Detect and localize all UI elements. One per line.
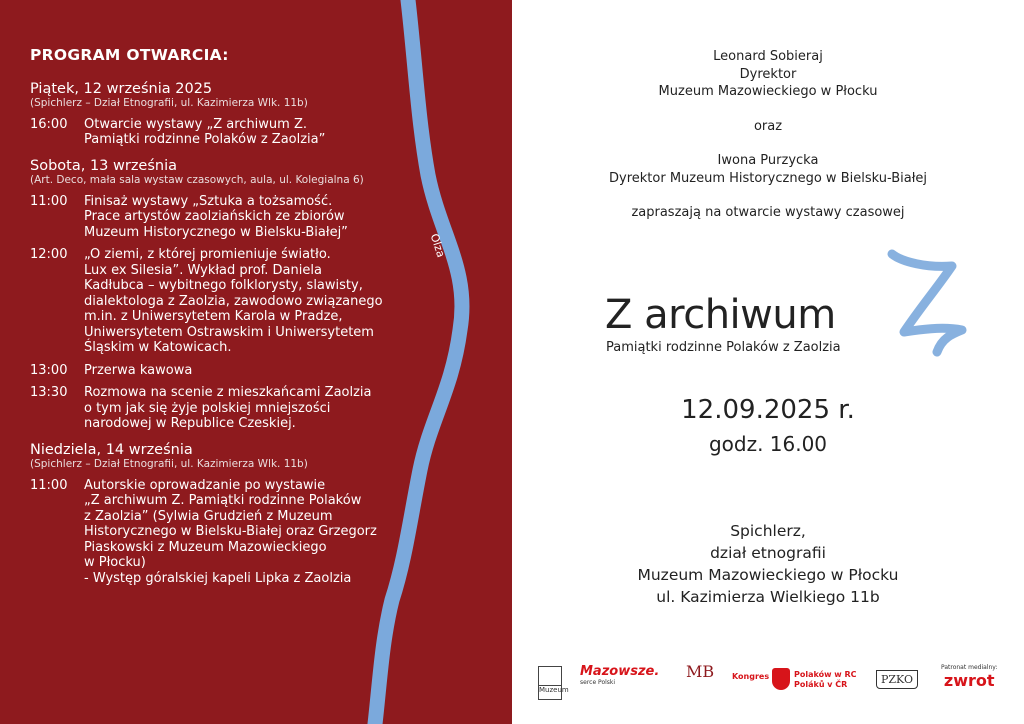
- event-row: [30, 117, 500, 148]
- conjunction: oraz: [753, 118, 783, 134]
- pzko-logo: PZKO: [876, 670, 918, 689]
- event-description: Rozmowa na scenie z mieszkańcami Zaolzia o tym jak się żyje polskiej mniejszości narodowej w Republice Czeskiej.: [84, 385, 372, 431]
- invite-text: zapraszają na otwarcie wystawy czasowej: [631, 205, 905, 220]
- cohost-name: Iwona Purzycka: [717, 153, 819, 168]
- event-row: [30, 385, 500, 432]
- event-row: [30, 194, 500, 241]
- venue-line: ul. Kazimierza Wielkiego 11b: [656, 588, 880, 606]
- venue-line: Spichlerz,: [730, 522, 806, 540]
- day-title: Niedziela, 14 września: [30, 441, 193, 458]
- host-institution: Muzeum Mazowieckiego w Płocku: [658, 84, 878, 99]
- polakow-logo: Polaków w RC Poláků v ČR: [794, 670, 857, 689]
- event-description: Przerwa kawowa: [84, 362, 193, 378]
- event-time: 11:00: [30, 477, 68, 493]
- event-row: [30, 363, 500, 379]
- host-name: Leonard Sobieraj: [713, 49, 823, 64]
- event-description: Autorskie oprowadzanie po wystawie „Z archiwum Z. Pamiątki rodzinne Polaków z Zaolzia” (Sylwia Grudzień z Muzeum Historycznego w Bielsku-Białej oraz Grzegorz Piaskowski z Muzeum Mazowieckiego w Płocku) - Występ góralskiej kapeli Lipka z Zaolzia: [84, 477, 377, 586]
- event-row: [30, 478, 500, 587]
- exhibition-subtitle: Pamiątki rodzinne Polaków z Zaolzia: [606, 340, 841, 355]
- day-location: (Spichlerz – Dział Etnografii, ul. Kazimierza Wlk. 11b): [30, 96, 308, 109]
- kongres-logo: Kongres: [732, 672, 770, 681]
- event-time: 12:00: [30, 247, 68, 262]
- invitation: [512, 48, 1024, 222]
- venue: [512, 520, 1024, 608]
- venue-line: dział etnografii: [710, 544, 826, 562]
- zwrot-logo: Patronat medialny: zwrot: [941, 664, 998, 690]
- sponsor-logos: [536, 660, 1016, 704]
- event-time: 16:00: [30, 116, 68, 132]
- muzeum-logo: Muzeum: [538, 666, 562, 700]
- event-description: Otwarcie wystawy „Z archiwum Z. Pamiątki rodzinne Polaków z Zaolzia”: [84, 116, 326, 147]
- day-block: [30, 81, 500, 148]
- mazowsze-logo: Mazowsze. serce Polski: [580, 664, 660, 686]
- exhibition-hour: godz. 16.00: [708, 432, 828, 456]
- day-block: [30, 158, 500, 432]
- day-title: Sobota, 13 września: [30, 157, 178, 174]
- day-location: (Spichlerz – Dział Etnografii, ul. Kazimierza Wlk. 11b): [30, 457, 308, 470]
- program: [30, 48, 500, 596]
- event-description: Finisaż wystawy „Sztuka a tożsamość. Prace artystów zaolziańskich ze zbiorów Muzeum Historycznego w Bielsku-Białej”: [84, 193, 348, 240]
- day-location: (Art. Deco, mała sala wystaw czasowych, aula, ul. Kolegialna 6): [30, 173, 364, 186]
- venue-line: Muzeum Mazowieckiego w Płocku: [637, 566, 899, 584]
- exhibition-date: 12.09.2025 r.: [681, 395, 855, 425]
- mhbb-logo: MB: [686, 662, 715, 681]
- exhibition-title: Z archiwum: [605, 292, 836, 338]
- invitation-panel: [512, 0, 1024, 724]
- event-description: „O ziemi, z której promieniuje światło. Lux ex Silesia”. Wykład prof. Daniela Kadłubca – wybitnego folklorysty, slawisty, dialektologa z Zaolzia, zawodowo związanego m.in. z Uniwersytetem Karola w Pradze, Uniwersytetem Ostrawskim i Uniwersytetem Śląskim w Katowicach.: [84, 247, 383, 355]
- event-time: 13:30: [30, 385, 68, 400]
- event-time: 13:00: [30, 362, 68, 378]
- event-row: [30, 247, 500, 356]
- day-title: Piątek, 12 września 2025: [30, 80, 213, 97]
- cohost-role: Dyrektor Muzeum Historycznego w Bielsku-Białej: [609, 170, 927, 186]
- host-role: Dyrektor: [739, 66, 797, 82]
- river-label: Olza: [427, 232, 448, 260]
- z-logo-icon: [882, 248, 972, 358]
- program-title: PROGRAM OTWARCIA:: [30, 46, 229, 64]
- event-time: 11:00: [30, 193, 68, 209]
- day-block: [30, 442, 500, 587]
- eagle-icon: [772, 668, 790, 690]
